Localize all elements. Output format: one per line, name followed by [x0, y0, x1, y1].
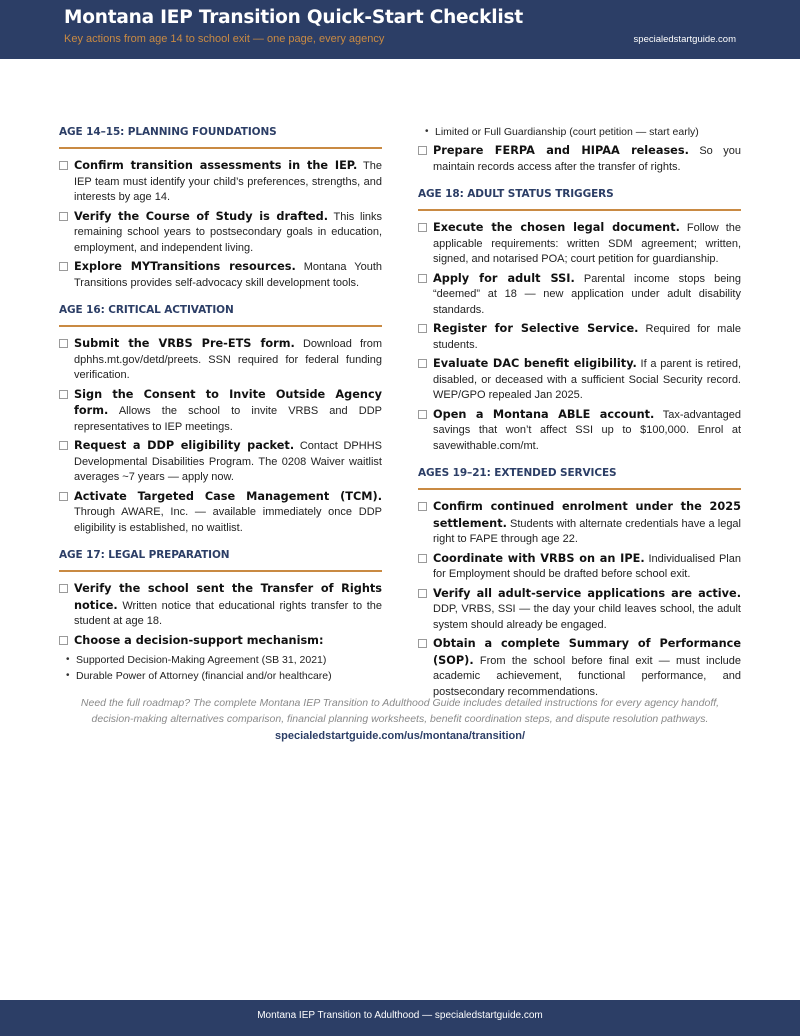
checklist-item[interactable] [418, 143, 741, 175]
checklist-item[interactable] [59, 633, 382, 650]
checkbox-icon[interactable] [59, 441, 68, 450]
item-body: Written notice that educational rights transfer to the student at age 18. [74, 599, 382, 627]
checkbox-icon[interactable] [418, 146, 427, 155]
checkbox-icon[interactable] [59, 262, 68, 271]
checkbox-icon[interactable] [418, 554, 427, 563]
section-age-14-15 [59, 126, 382, 291]
decision-support-options-cont [418, 124, 741, 140]
checklist-item[interactable] [418, 551, 741, 583]
section-ages-19-21 [418, 467, 741, 700]
item-title: Obtain a complete Summary of Performance (SOP). [433, 637, 741, 667]
item-title: Activate Targeted Case Management (TCM). [74, 489, 382, 503]
bullet-item: • Supported Decision-Making Agreement (SB 31, 2021) [66, 652, 382, 668]
item-body: Tax-advantaged savings that won’t affect SSI up to $100,000. Enrol at savewithable.com/mt. [433, 408, 741, 452]
item-title: Verify the school sent the Transfer of Rights notice. [74, 582, 382, 612]
checklist-item[interactable] [59, 387, 382, 436]
item-body: Individualised Plan for Employment should be drafted before school exit. [433, 552, 741, 580]
checkbox-icon[interactable] [418, 324, 427, 333]
checkbox-icon[interactable] [418, 502, 427, 511]
checklist-item[interactable] [418, 271, 741, 319]
section-heading: AGES 19–21: EXTENDED SERVICES [418, 467, 741, 490]
item-title: Confirm continued enrolment under the 2025 settlement. [433, 500, 741, 530]
section-heading: AGE 18: ADULT STATUS TRIGGERS [418, 188, 741, 211]
item-body: So you maintain records access after the transfer of rights. [433, 145, 741, 173]
checkbox-icon[interactable] [59, 212, 68, 221]
checkbox-icon[interactable] [418, 274, 427, 283]
page-title: Montana IEP Transition Quick-Start Checklist [64, 7, 524, 28]
item-body: Students with alternate credentials have a legal right to FAPE through age 22. [433, 517, 741, 545]
item-body: Montana Youth Transitions provides self-advocacy skill development tools. [74, 261, 383, 289]
item-title: Sign the Consent to Invite Outside Agency form. [74, 387, 382, 417]
left-column [59, 126, 382, 697]
item-title: Coordinate with VRBS on an IPE. [433, 551, 645, 565]
item-title: Verify the Course of Study is drafted. [74, 209, 329, 223]
checkbox-icon[interactable] [418, 410, 427, 419]
footer-note: Need the full roadmap? The complete Montana IEP Transition to Adulthood Guide includes detailed instructions for every agency handoff, decision-making alternatives comparison, financial planning worksheets, benefit coordination steps, and dispute resolution pathways. [80, 697, 720, 725]
item-title: Register for Selective Service. [433, 322, 639, 335]
checklist-item[interactable] [59, 336, 382, 384]
item-body: Parental income stops being “deemed” at 18 — new application under adult disability standards. [433, 272, 742, 316]
checkbox-icon[interactable] [59, 390, 68, 399]
checkbox-icon[interactable] [418, 639, 427, 648]
checklist-item[interactable] [418, 407, 741, 455]
item-body: Follow the applicable requirements: written SDM agreement; written, signed, and notarised POA; court petition for guardianship. [433, 222, 742, 265]
section-heading: AGE 14–15: PLANNING FOUNDATIONS [59, 126, 382, 149]
section-age-16 [59, 304, 382, 536]
item-title: Apply for adult SSI. [433, 271, 575, 285]
checklist-item[interactable] [418, 220, 741, 268]
decision-support-options [59, 652, 382, 684]
bullet-item: • Durable Power of Attorney (financial and/or healthcare) [66, 668, 382, 684]
item-body: Through AWARE, Inc. — available immediately once DDP eligibility is established, no waitlist. [74, 506, 382, 534]
checklist-item[interactable] [418, 321, 741, 353]
item-title: Verify all adult-service applications are active. [433, 586, 741, 600]
item-title: Prepare FERPA and HIPAA releases. [433, 144, 689, 157]
item-body: Allows the school to invite VRBS and DDP representatives to IEP meetings. [74, 405, 383, 433]
checkbox-icon[interactable] [418, 359, 427, 368]
checkbox-icon[interactable] [59, 492, 68, 501]
checklist-item[interactable] [418, 499, 741, 548]
page-header [0, 0, 800, 59]
checklist-item[interactable] [59, 489, 382, 537]
guide-link[interactable]: specialedstartguide.com/us/montana/transition/ [275, 730, 525, 742]
page-subtitle: Key actions from age 14 to school exit — one page, every agency [64, 33, 385, 45]
checklist-item[interactable] [418, 586, 741, 634]
checkbox-icon[interactable] [59, 584, 68, 593]
checkbox-icon[interactable] [418, 589, 427, 598]
checklist-item[interactable] [59, 158, 382, 206]
item-title: Request a DDP eligibility packet. [74, 439, 295, 452]
right-column [418, 126, 741, 713]
item-body: If a parent is retired, disabled, or deceased with a sufficient Social Security record. WEP/GPO repealed Jan 2025. [433, 358, 741, 401]
footer-bar-text: Montana IEP Transition to Adulthood — specialedstartguide.com [257, 1010, 543, 1021]
page-footer-bar [0, 1000, 800, 1036]
section-age-17-cont [418, 143, 741, 175]
item-title: Evaluate DAC benefit eligibility. [433, 357, 637, 370]
checklist-item[interactable] [418, 356, 741, 404]
checklist-item[interactable] [59, 259, 382, 291]
item-body: The IEP team must identify your child’s preferences, strengths, and interests by age 14. [74, 160, 382, 203]
item-title: Open a Montana ABLE account. [433, 407, 655, 421]
checkbox-icon[interactable] [418, 223, 427, 232]
section-age-18 [418, 188, 741, 454]
section-heading: AGE 16: CRITICAL ACTIVATION [59, 304, 382, 327]
bullet-item: • Limited or Full Guardianship (court petition — start early) [425, 124, 741, 140]
checklist-item[interactable] [59, 209, 382, 257]
checkbox-icon[interactable] [59, 339, 68, 348]
section-heading: AGE 17: LEGAL PREPARATION [59, 549, 382, 572]
item-title: Execute the chosen legal document. [433, 221, 680, 234]
item-title: Choose a decision-support mechanism: [74, 633, 324, 647]
item-body: This links remaining school years to postsecondary goals in education, employment, and independent living. [74, 210, 383, 254]
item-body: Contact DPHHS Developmental Disabilities Program. The 0208 Waiver waitlist averages ~7 years — apply now. [74, 440, 382, 483]
item-title: Submit the VRBS Pre-ETS form. [74, 337, 295, 350]
checkbox-icon[interactable] [59, 161, 68, 170]
item-body: From the school before final exit — must include academic achievement, functional performance, and postsecondary recommendations. [433, 654, 741, 698]
item-body: Download from dphhs.mt.gov/detd/preets. SSN required for federal funding verification. [74, 338, 383, 381]
item-body: Required for male students. [433, 323, 741, 351]
header-site-link[interactable]: specialedstartguide.com [633, 34, 736, 45]
section-age-17 [59, 549, 382, 684]
item-title: Confirm transition assessments in the IEP. [74, 159, 358, 172]
checkbox-icon[interactable] [59, 636, 68, 645]
checklist-item[interactable] [59, 438, 382, 486]
checklist-item[interactable] [59, 581, 382, 630]
checklist-item[interactable] [418, 636, 741, 700]
item-body: DDP, VRBS, SSI — the day your child leaves school, the adult system should already be engaged. [433, 603, 741, 631]
item-title: Explore MYTransitions resources. [74, 260, 296, 273]
